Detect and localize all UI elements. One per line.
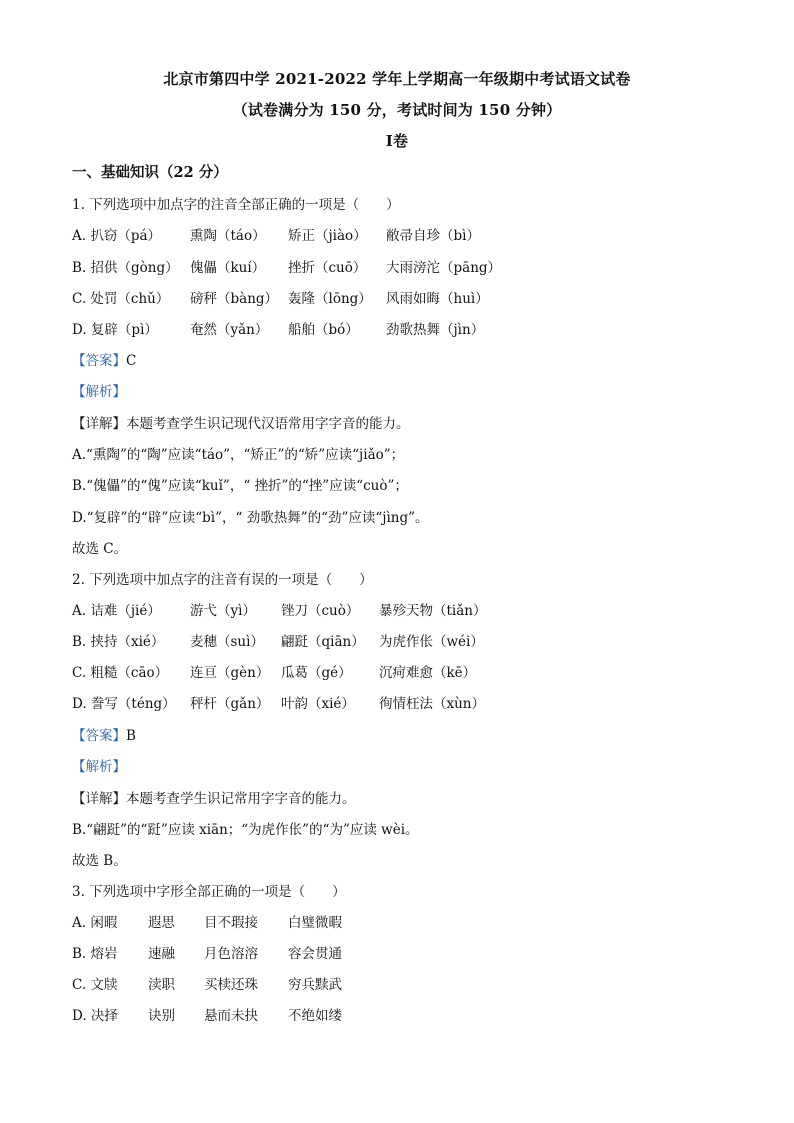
q3-d-2: 诀别 <box>148 1008 175 1024</box>
q2-c-1: C. 粗糙（cāo） <box>72 665 169 681</box>
q1-a-1: A. 扒窃（pá） <box>72 228 162 244</box>
q1-d-4: 劲歌热舞（jìn） <box>386 322 485 338</box>
q2-c-3: 瓜葛（gé） <box>281 665 352 681</box>
detail-text: 本题考查学生识记常用字字音的能力。 <box>126 791 356 807</box>
q1-c-2: 磅秤（bàng） <box>190 291 279 307</box>
q1-b-4: 大雨滂沱（pāng） <box>386 260 502 276</box>
q1-b-1: B. 招供（gòng） <box>72 260 179 276</box>
q1-d-3: 船舶（bó） <box>288 322 359 338</box>
detail-text: 本题考查学生识记现代汉语常用字字音的能力。 <box>126 416 410 432</box>
q1-stem: 1. 下列选项中加点字的注音全部正确的一项是（ ） <box>72 197 400 213</box>
q3-stem: 3. 下列选项中字形全部正确的一项是（ ） <box>72 884 346 900</box>
q3-d-1: D. 决择 <box>72 1008 118 1024</box>
q2-b-3: 翩跹（qiān） <box>281 634 365 650</box>
q1-c-3: 轰隆（lōng） <box>288 291 372 307</box>
section-heading: 一、基础知识（22 分） <box>72 164 228 181</box>
q3-a-2: 遐思 <box>148 915 175 931</box>
q2-b-1: B. 挟持（xié） <box>72 634 165 650</box>
q1-b-3: 挫折（cuō） <box>288 260 367 276</box>
q3-a-3: 目不瑕接 <box>204 915 258 931</box>
q3-b-1: B. 熔岩 <box>72 946 118 962</box>
q2-stem: 2. 下列选项中加点字的注音有误的一项是（ ） <box>72 572 373 588</box>
q3-b-4: 容会贯通 <box>288 946 342 962</box>
exam-subtitle: （试卷满分为 150 分，考试时间为 150 分钟） <box>232 101 562 119</box>
q1-detail <box>72 412 410 432</box>
q2-d-3: 叶韵（xié） <box>281 696 355 712</box>
q2-d-4: 徇情枉法（xùn） <box>379 696 486 712</box>
q3-c-4: 穷兵黩武 <box>288 977 342 993</box>
volume-label: Ⅰ卷 <box>385 132 409 150</box>
q3-c-3: 买椟还珠 <box>204 977 258 993</box>
q2-a-1: A. 诘难（jié） <box>72 603 161 619</box>
q3-a-4: 白璧微暇 <box>288 915 342 931</box>
detail-tag: 【详解】 <box>72 416 126 432</box>
q2-a-4: 暴殄天物（tiǎn） <box>379 603 487 619</box>
answer-tag: 【答案】 <box>72 728 126 744</box>
q1-conclusion: 故选 C。 <box>72 541 128 557</box>
exam-title: 北京市第四中学 2021-2022 学年上学期高一年级期中考试语文试卷 <box>163 70 631 88</box>
q1-d-1: D. 复辟（pì） <box>72 322 158 338</box>
q2-detail <box>72 787 356 807</box>
q1-a-2: 熏陶（táo） <box>190 228 266 244</box>
q2-d-2: 秤杆（gǎn） <box>190 696 270 712</box>
q3-b-2: 速融 <box>148 946 175 962</box>
q1-note-a: A.“熏陶”的“陶”应读“táo”，“矫正”的“矫”应读“jiǎo”； <box>72 447 405 463</box>
q3-b-3: 月色溶溶 <box>204 946 258 962</box>
q1-analysis-tag: 【解析】 <box>72 384 126 400</box>
q2-a-2: 游弋（yì） <box>190 603 256 619</box>
q3-d-3: 悬而未抉 <box>204 1008 258 1024</box>
q3-c-2: 渎职 <box>148 977 175 993</box>
answer-value: B <box>126 728 136 744</box>
answer-value: C <box>126 353 137 369</box>
q1-d-2: 奄然（yǎn） <box>190 322 269 338</box>
q2-b-2: 麦穗（suì） <box>190 634 264 650</box>
q2-a-3: 锉刀（cuò） <box>281 603 360 619</box>
q2-c-4: 沉疴难愈（kē） <box>379 665 477 681</box>
q1-c-1: C. 处罚（chǔ） <box>72 291 170 307</box>
detail-tag: 【详解】 <box>72 791 126 807</box>
q1-note-b: B.“傀儡”的“傀”应读“kuǐ”，“ 挫折”的“挫”应读“cuò”； <box>72 478 408 494</box>
q2-note-b: B.“翩跹”的“跹”应读 xiān；“为虎作伥”的“为”应读 wèi。 <box>72 822 419 838</box>
q1-note-d: D.“复辟”的“辟”应读“bì”，“ 劲歌热舞”的“劲”应读“jìng”。 <box>72 510 429 526</box>
q2-d-1: D. 誊写（téng） <box>72 696 176 712</box>
q1-answer <box>72 349 136 369</box>
q3-c-1: C. 文牍 <box>72 977 118 993</box>
q2-c-2: 连亘（gèn） <box>190 665 270 681</box>
q1-a-3: 矫正（jiào） <box>288 228 367 244</box>
answer-tag: 【答案】 <box>72 353 126 369</box>
q2-answer <box>72 724 136 744</box>
q1-c-4: 风雨如晦（huì） <box>386 291 489 307</box>
q1-a-4: 敝帚自珍（bì） <box>386 228 480 244</box>
q3-a-1: A. 闲暇 <box>72 915 118 931</box>
q2-b-4: 为虎作伥（wéi） <box>379 634 484 650</box>
q2-conclusion: 故选 B。 <box>72 853 127 869</box>
q1-b-2: 傀儡（kuí） <box>190 260 266 276</box>
q2-analysis-tag: 【解析】 <box>72 759 126 775</box>
q3-d-4: 不绝如缕 <box>288 1008 342 1024</box>
